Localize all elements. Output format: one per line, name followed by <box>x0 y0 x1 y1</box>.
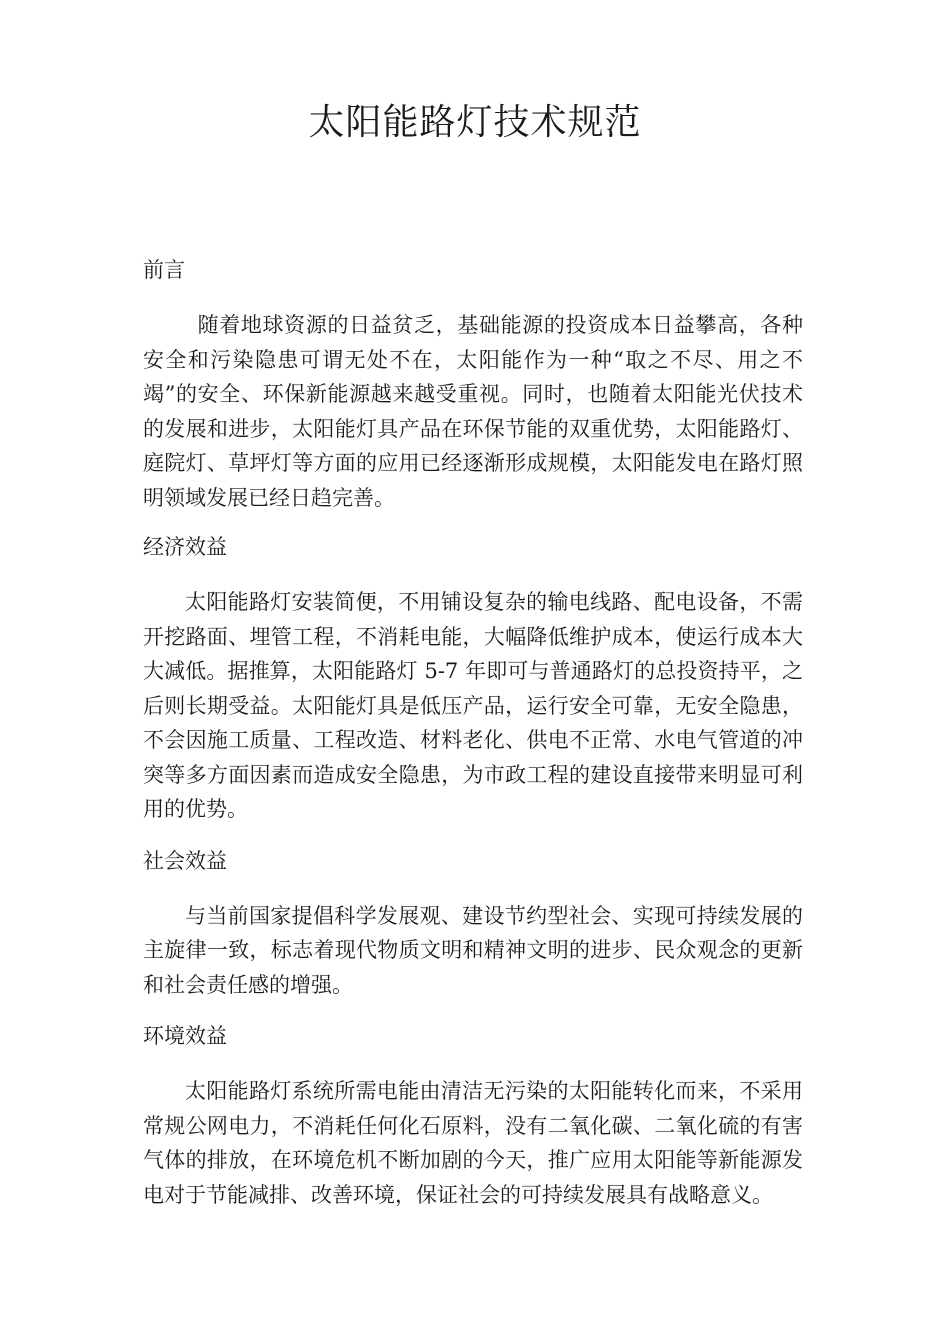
section-paragraph-environmental-benefits: 太阳能路灯系统所需电能由清洁无污染的太阳能转化而来，不采用常规公网电力，不消耗任何化石原料，没有二氧化碳、二氧化硫的有害气体的排放，在环境危机不断加剧的今天，推广应用太阳能等新能源发电对于节能减排、改善环境，保证社会的可持续发展具有战略意义。 <box>143 1079 803 1207</box>
section-social-benefits <box>143 843 803 1003</box>
section-environmental-benefits <box>143 1018 803 1212</box>
section-economic-benefits <box>143 529 803 827</box>
section-paragraph-preface: 随着地球资源的日益贫乏，基础能源的投资成本日益攀高，各种安全和污染隐患可谓无处不在，太阳能作为一种“取之不尽、用之不竭”的安全、环保新能源越来越受重视。同时，也随着太阳能光伏技术的发展和进步，太阳能灯具产品在环保节能的双重优势，太阳能路灯、庭院灯、草坪灯等方面的应用已经逐渐形成规模，太阳能发电在路灯照明领域发展已经日趋完善。 <box>143 313 803 510</box>
section-heading-environmental-benefits: 环境效益 <box>143 1024 227 1048</box>
section-heading-social-benefits: 社会效益 <box>143 848 227 873</box>
document-body <box>143 252 803 1212</box>
section-paragraph-social-benefits: 与当前国家提倡科学发展观、建设节约型社会、实现可持续发展的主旋律一致，标志着现代物质文明和精神文明的进步、民众观念的更新和社会责任感的增强。 <box>143 903 803 997</box>
section-heading-preface: 前言 <box>143 258 185 282</box>
section-heading-economic-benefits: 经济效益 <box>143 535 227 559</box>
document-title: 太阳能路灯技术规范 <box>308 102 642 143</box>
section-preface <box>143 252 803 515</box>
section-paragraph-economic-benefits: 太阳能路灯安装简便，不用铺设复杂的输电线路、配电设备，不需开挖路面、埋管工程，不消耗电能，大幅降低维护成本，使运行成本大大减低。据推算，太阳能路灯 5-7 年即可与普通路灯的总投资持平，之后则长期受益。太阳能灯具是低压产品，运行安全可靠，无安全隐患，不会因施工质量、工程改造、材料老化、供电不正常、水电气管道的冲突等多方面因素而造成安全隐患，为市政工程的建设直接带来明显可利用的优势。 <box>143 590 803 821</box>
